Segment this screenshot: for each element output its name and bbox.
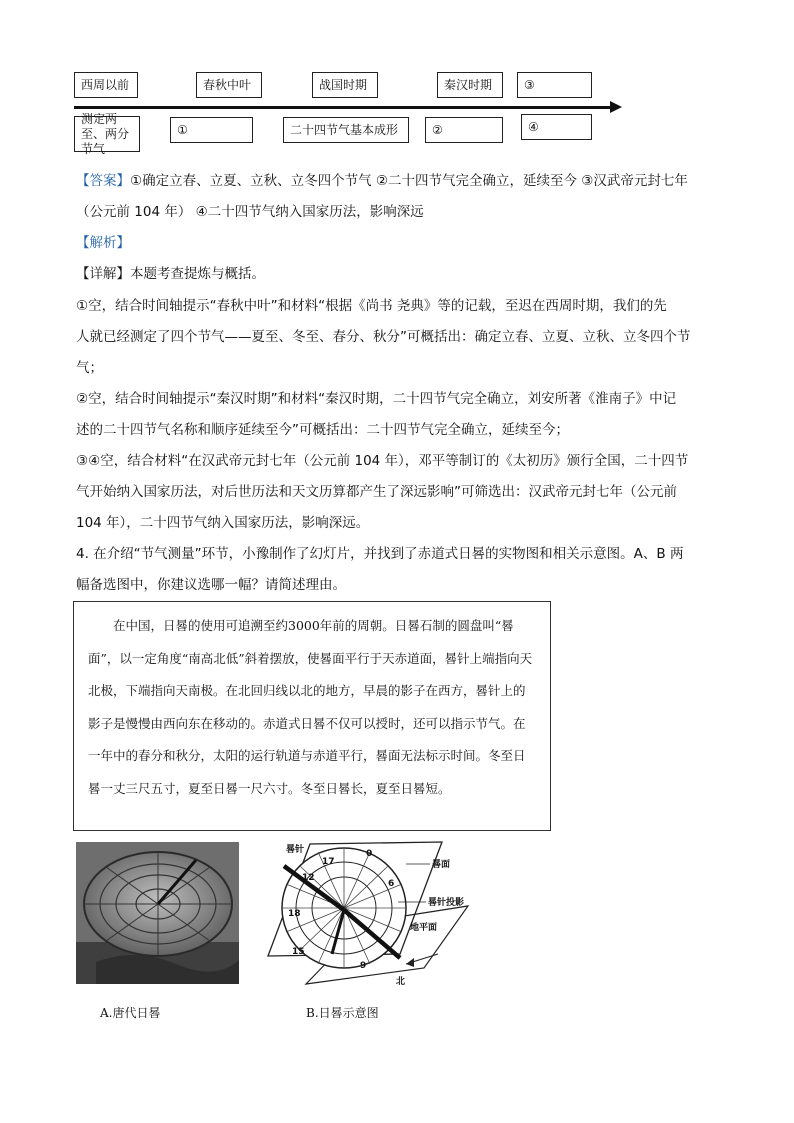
timeline-top-3: 战国时期: [312, 72, 378, 98]
answer-line-2: （公元前 104 年） ④二十四节气纳入国家历法，影响深远: [76, 204, 424, 220]
analysis-detail: 【详解】本题考查提炼与概括。: [76, 266, 265, 282]
diagram-needle-label: 晷针: [286, 845, 305, 855]
sundial-photo: [76, 842, 239, 984]
timeline-top-5: ③: [517, 72, 592, 98]
timeline-top-1: 西周以前: [74, 72, 138, 98]
timeline-bottom-4: ②: [425, 117, 503, 143]
question4-line2: 幅备选图中，你建议选哪一幅？请简述理由。: [76, 577, 346, 593]
answer-line-1: [76, 166, 726, 196]
timeline-bottom-5: ④: [521, 114, 592, 140]
question4-line1: 4. 在介绍“节气测量”环节，小豫制作了幻灯片，并找到了赤道式日晷的实物图和相关示意图。A、B 两: [76, 546, 684, 562]
sundial-diagram: [248, 836, 493, 992]
analysis-p3-line1: ③④空，结合材料“在汉武帝元封七年（公元前 104 年），邓平等制订的《太初历》颁行全国，二十四节: [76, 453, 689, 469]
diagram-dial-number: 17: [322, 857, 335, 867]
timeline-arrow-head: [610, 101, 622, 113]
diagram-projection-label: 晷针投影: [428, 898, 465, 908]
timeline-bottom-1: 测定两至、两分节气: [74, 116, 140, 152]
analysis-p1-line3: 气；: [76, 360, 103, 376]
timeline-top-4: 秦汉时期: [437, 72, 503, 98]
material-box: 在中国，日晷的使用可追溯至约3000年前的周朝。日晷石制的圆盘叫“晷面”，以一定角度“南高北低”斜着摆放，使晷面平行于天赤道面，晷针上端指向天北极，下端指向天南极。在北回归线以北的地方，早晨的影子在西方，晷针上的影子是慢慢由西向东在移动的。赤道式日晷不仅可以授时，还可以指示节气。在一年中的春分和秋分，太阳的运行轨道与赤道平行，晷面无法标示时间。冬至日晷一丈三尺五寸，夏至日晷一尺六寸。冬至日晷长，夏至日晷短。: [73, 601, 551, 831]
diagram-north-label: 北: [396, 977, 406, 987]
caption-a: A.唐代日晷: [100, 1006, 161, 1020]
analysis-p3-line2: 气开始纳入国家历法，对后世历法和天文历算都产生了深远影响”可筛选出：汉武帝元封七年（公元前: [76, 484, 677, 500]
caption-b: B.日晷示意图: [306, 1006, 379, 1020]
analysis-p3-line3: 104 年），二十四节气纳入国家历法，影响深远。: [76, 515, 370, 531]
timeline-arrow-line: [74, 106, 614, 109]
diagram-dial-number: 6: [388, 879, 395, 889]
diagram-dial-number: 18: [288, 909, 301, 919]
timeline-top-2: 春秋中叶: [196, 72, 262, 98]
answer-tag: 【答案】: [76, 173, 130, 189]
timeline-bottom-2: ①: [170, 117, 253, 143]
analysis-p2-line2: 述的二十四节气名称和顺序延续至今”可概括出：二十四节气完全确立，延续至今；: [76, 422, 569, 438]
diagram-dial-number: 9: [360, 961, 367, 971]
analysis-tag: 【解析】: [76, 235, 130, 251]
answer-text-1: ①确定立春、立夏、立秋、立冬四个节气 ②二十四节气完全确立，延续至今 ③汉武帝元封七年: [130, 173, 688, 189]
diagram-dial-number: 0: [366, 849, 373, 859]
diagram-dial-number: 15: [292, 947, 305, 957]
diagram-dial-number: 12: [302, 873, 315, 883]
diagram-face-label: 晷面: [432, 860, 451, 870]
timeline-bottom-3: 二十四节气基本成形: [283, 117, 409, 143]
analysis-p1-line2: 人就已经测定了四个节气——夏至、冬至、春分、秋分”可概括出：确定立春、立夏、立秋、立冬四个节: [76, 329, 691, 345]
analysis-p2-line1: ②空，结合时间轴提示“秦汉时期”和材料“秦汉时期，二十四节气完全确立，刘安所著《淮南子》中记: [76, 391, 677, 407]
analysis-p1-line1: ①空，结合时间轴提示“春秋中叶”和材料“根据《尚书 尧典》等的记载，至迟在西周时期，我们的先: [76, 298, 667, 314]
diagram-ground-label: 地平面: [410, 923, 438, 933]
